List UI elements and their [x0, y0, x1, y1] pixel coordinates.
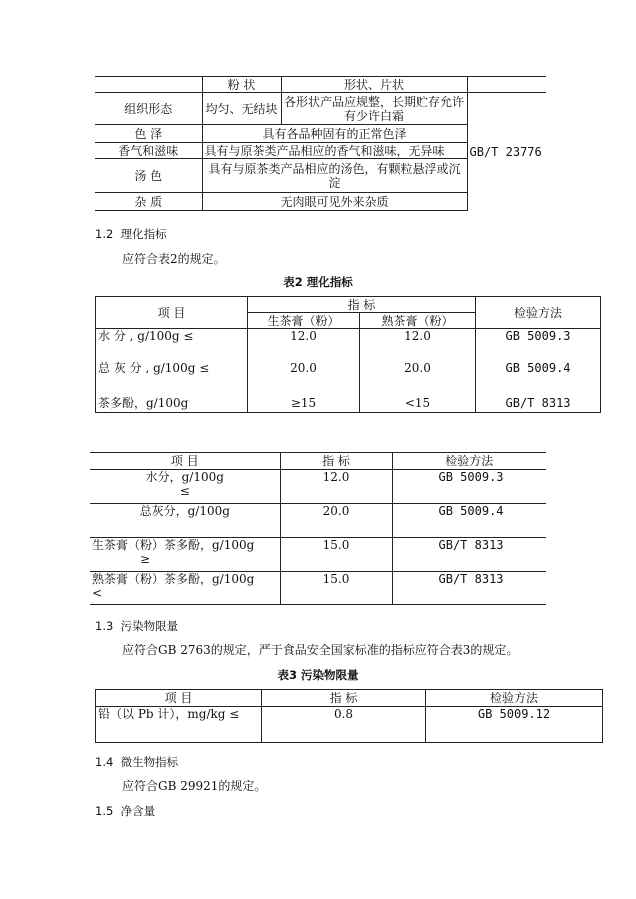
aroma-value: 具有与原茶类产品相应的香气和滋味，无异味: [202, 143, 467, 159]
t2-row-cooked: 20.0: [360, 361, 476, 395]
t2-row-cooked: 12.0: [360, 329, 476, 361]
t2-row-item: 水 分 , g/100g ≤: [96, 329, 248, 361]
t2b-row-value: 20.0: [280, 504, 392, 538]
t2-row-item: 总 灰 分 , g/100g ≤: [96, 361, 248, 395]
t2-header-method: 检验方法: [476, 297, 601, 329]
col-shape: 形状、片状: [281, 77, 467, 93]
t2-header-raw: 生茶膏（粉）: [248, 313, 360, 329]
texture-powder: 均匀、无结块: [202, 93, 281, 125]
t2b-row-item: 总灰分，g/100g: [90, 504, 280, 538]
table-3-caption: 表3 污染物限量: [277, 668, 359, 682]
section-1-4-heading: 1.4 微生物指标: [95, 755, 179, 769]
row-label-color: 色 泽: [95, 125, 202, 143]
t2b-row-value: 12.0: [280, 470, 392, 504]
t2b-row-item: 生茶膏（粉）茶多酚，g/100g ≥: [90, 538, 280, 572]
impurity-value: 无肉眼可见外来杂质: [202, 193, 467, 211]
t2b-row-method: GB 5009.4: [392, 504, 546, 538]
t2-row-method: GB 5009.3: [476, 329, 601, 361]
t2b-header-method: 检验方法: [392, 453, 546, 470]
sensory-method: GB/T 23776: [467, 93, 546, 211]
row-label-impurity: 杂 质: [95, 193, 202, 211]
t2-row-method: GB 5009.4: [476, 361, 601, 395]
t2b-row-value: 15.0: [280, 572, 392, 605]
t2b-row-item: 熟茶膏（粉）茶多酚，g/100g <: [90, 572, 280, 605]
table-2-caption: 表2 理化指标: [283, 275, 353, 289]
texture-shape: 各形状产品应规整，长期贮存允许有少许白霜: [281, 93, 467, 125]
t2-row-raw: ≥15: [248, 395, 360, 413]
liquor-value: 具有与原茶类产品相应的汤色，有颗粒悬浮或沉淀: [202, 159, 467, 193]
t2-row-raw: 12.0: [248, 329, 360, 361]
section-1-3-para: 应符合GB 2763的规定，严于食品安全国家标准的指标应符合表3的规定。: [122, 643, 519, 657]
row-label-aroma: 香气和滋味: [95, 143, 202, 159]
t2-header-item: 项 目: [96, 297, 248, 329]
section-1-2-heading: 1.2 理化指标: [95, 227, 167, 241]
row-label-liquor: 汤 色: [95, 159, 202, 193]
sensory-table: [95, 76, 546, 211]
t2-row-item: 茶多酚，g/100g: [96, 395, 248, 413]
t3-row-item: 铅（以 Pb 计），mg/kg ≤: [96, 707, 262, 743]
t2b-header-index: 指 标: [280, 453, 392, 470]
t3-row-method: GB 5009.12: [426, 707, 603, 743]
section-1-3-heading: 1.3 污染物限量: [95, 619, 179, 633]
t2b-row-method: GB 5009.3: [392, 470, 546, 504]
t2-row-raw: 20.0: [248, 361, 360, 395]
t3-header-index: 指 标: [262, 690, 426, 707]
contaminant-table: [95, 689, 603, 743]
section-1-4-para: 应符合GB 29921的规定。: [122, 779, 267, 793]
t2b-row-method: GB/T 8313: [392, 538, 546, 572]
t3-header-item: 项 目: [96, 690, 262, 707]
t2b-header-item: 项 目: [90, 453, 280, 470]
t2b-row-value: 15.0: [280, 538, 392, 572]
t3-header-method: 检验方法: [426, 690, 603, 707]
color-value: 具有各品种固有的正常色泽: [202, 125, 467, 143]
physchem-table: [95, 296, 601, 413]
col-powder: 粉 状: [202, 77, 281, 93]
row-label-texture: 组织形态: [95, 93, 202, 125]
t2-header-cooked: 熟茶膏（粉）: [360, 313, 476, 329]
t3-row-value: 0.8: [262, 707, 426, 743]
section-1-5-heading: 1.5 净含量: [95, 804, 156, 818]
t2b-row-method: GB/T 8313: [392, 572, 546, 605]
physchem-table-alt: [90, 452, 546, 605]
section-1-2-para: 应符合表2的规定。: [122, 252, 226, 266]
t2b-row-item: 水分，g/100g ≤: [90, 470, 280, 504]
t2-header-index: 指 标: [248, 297, 476, 313]
t2-row-cooked: <15: [360, 395, 476, 413]
t2-row-method: GB/T 8313: [476, 395, 601, 413]
